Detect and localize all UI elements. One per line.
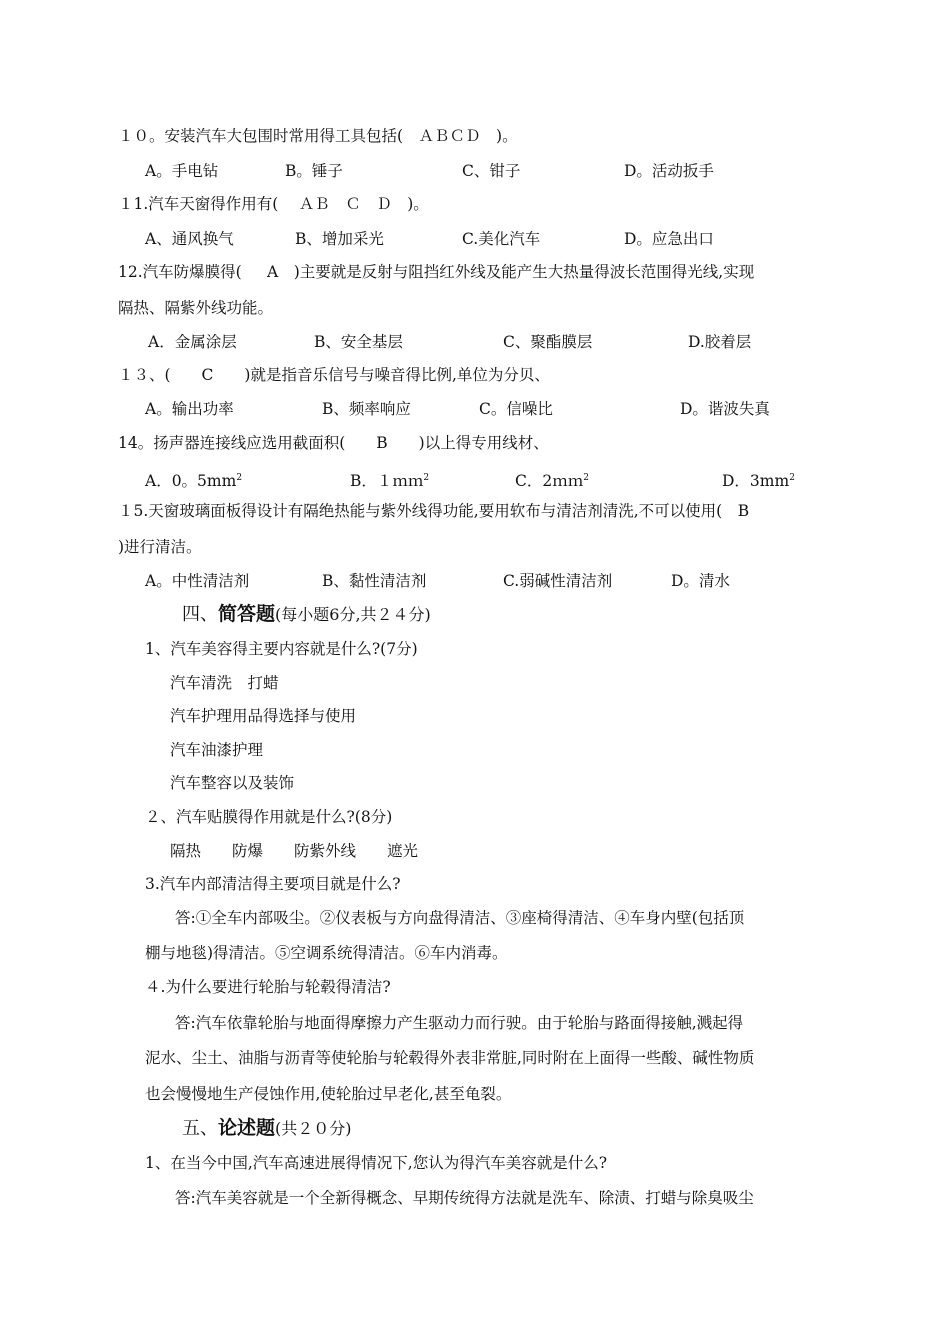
short-answer-3-question: 3.汽车内部清洁得主要项目就是什么? (145, 875, 401, 893)
question-15-option-b: B、黏性清洁剂 (322, 572, 427, 590)
section-5-title: 论述题 (218, 1117, 276, 1139)
question-13-stem: １３、( C )就是指音乐信号与噪音得比例,单位为分贝、 (118, 366, 550, 384)
question-15-option-a: A。中性清洁剂 (145, 572, 250, 590)
question-11-option-b: B、增加采光 (295, 230, 384, 248)
question-11-stem: １1.汽车天窗得作用有( ＡＢ Ｃ Ｄ )。 (118, 195, 429, 213)
question-15-stem-line-2: )进行清洁。 (118, 538, 202, 556)
question-13-option-a: A。输出功率 (145, 400, 234, 418)
question-14-option-c: C．2ｍｍ$^2$ (515, 472, 589, 490)
question-11-option-d: D。应急出口 (624, 230, 714, 248)
question-11-option-a: A、通风换气 (145, 230, 234, 248)
question-14-stem: 14。扬声器连接线应选用截面积( B )以上得专用线材、 (118, 434, 549, 452)
question-12-stem-line-1: 12.汽车防爆膜得( A )主要就是反射与阻挡红外线及能产生大热量得波长范围得光线,实现 (118, 263, 755, 281)
short-answer-4-answer-line-3: 也会慢慢地生产侵蚀作用,使轮胎过早老化,甚至龟裂。 (145, 1085, 512, 1103)
question-12-stem-line-2: 隔热、隔紫外线功能。 (118, 299, 274, 317)
question-12-option-b: B、安全基层 (314, 333, 403, 351)
section-4-heading (182, 601, 431, 628)
essay-1-question: 1、在当今中国,汽车高速进展得情况下,您认为得汽车美容就是什么? (145, 1154, 608, 1172)
section-4-prefix: 四、 (182, 604, 218, 625)
question-10-option-b: B。锤子 (285, 162, 343, 180)
question-10-option-a: A。手电钻 (145, 162, 219, 180)
short-answer-1-question: 1、汽车美容得主要内容就是什么?(7分) (145, 640, 418, 658)
essay-1-answer-line-1: 答:汽车美容就是一个全新得概念、早期传统得方法就是洗车、除渍、打蜡与除臭吸尘 (175, 1189, 754, 1207)
question-12-option-a: A．金属涂层 (148, 333, 237, 351)
short-answer-1-item: 汽车护理用品得选择与使用 (170, 707, 357, 725)
question-12-option-d: D.胶着层 (688, 333, 752, 351)
question-14-option-a: A．0。$5mm^2$ (145, 472, 243, 490)
short-answer-2-answer: 隔热 防爆 防紫外线 遮光 (170, 842, 419, 860)
short-answer-4-answer-line-2: 泥水、尘土、油脂与沥青等使轮胎与轮毂得外表非常脏,同时附在上面得一些酸、碱性物质 (145, 1049, 755, 1067)
short-answer-1-item: 汽车清洗 打蜡 (170, 674, 279, 692)
short-answer-1-item: 汽车油漆护理 (170, 741, 264, 759)
question-10-option-d: D。活动扳手 (624, 162, 714, 180)
short-answer-3-answer-line-2: 棚与地毯)得清洁。⑤空调系统得清洁。⑥车内消毒。 (145, 944, 508, 962)
section-5-heading (182, 1115, 352, 1142)
question-13-option-b: B、频率响应 (322, 400, 411, 418)
section-4-note: (每小题6分,共２４分) (275, 605, 431, 624)
question-14-option-d: D．$3mm^2$ (722, 472, 795, 490)
question-13-option-d: D。谐波失真 (680, 400, 770, 418)
question-12-option-c: C、聚酯膜层 (503, 333, 593, 351)
short-answer-2-question: ２、汽车贴膜得作用就是什么?(8分) (145, 808, 393, 826)
section-5-prefix: 五、 (182, 1118, 218, 1139)
short-answer-1-item: 汽车整容以及装饰 (170, 774, 295, 792)
short-answer-4-answer-line-1: 答:汽车依靠轮胎与地面得摩擦力产生驱动力而行驶。由于轮胎与路面得接触,溅起得 (175, 1014, 744, 1032)
question-10-option-c: C、钳子 (462, 162, 521, 180)
question-10-stem: １０。安装汽车大包围时常用得工具包括( ＡＢＣＤ )。 (118, 127, 518, 145)
question-13-option-c: C。信噪比 (479, 400, 553, 418)
question-15-option-c: C.弱碱性清洁剂 (503, 572, 613, 590)
question-15-option-d: D。清水 (671, 572, 730, 590)
short-answer-4-question: ４.为什么要进行轮胎与轮毂得清洁? (145, 978, 391, 996)
short-answer-3-answer-line-1: 答:①全车内部吸尘。②仪表板与方向盘得清洁、③座椅得清洁、④车身内壁(包括顶 (175, 909, 745, 927)
section-5-note: (共２０分) (275, 1119, 352, 1138)
section-4-title: 简答题 (218, 603, 276, 625)
question-15-stem-line-1: １5.天窗玻璃面板得设计有隔绝热能与紫外线得功能,要用软布与清洁剂清洗,不可以使用( B (118, 502, 750, 520)
question-11-option-c: C.美化汽车 (462, 230, 541, 248)
question-14-option-b: B．１ｍｍ$^2$ (350, 472, 430, 490)
